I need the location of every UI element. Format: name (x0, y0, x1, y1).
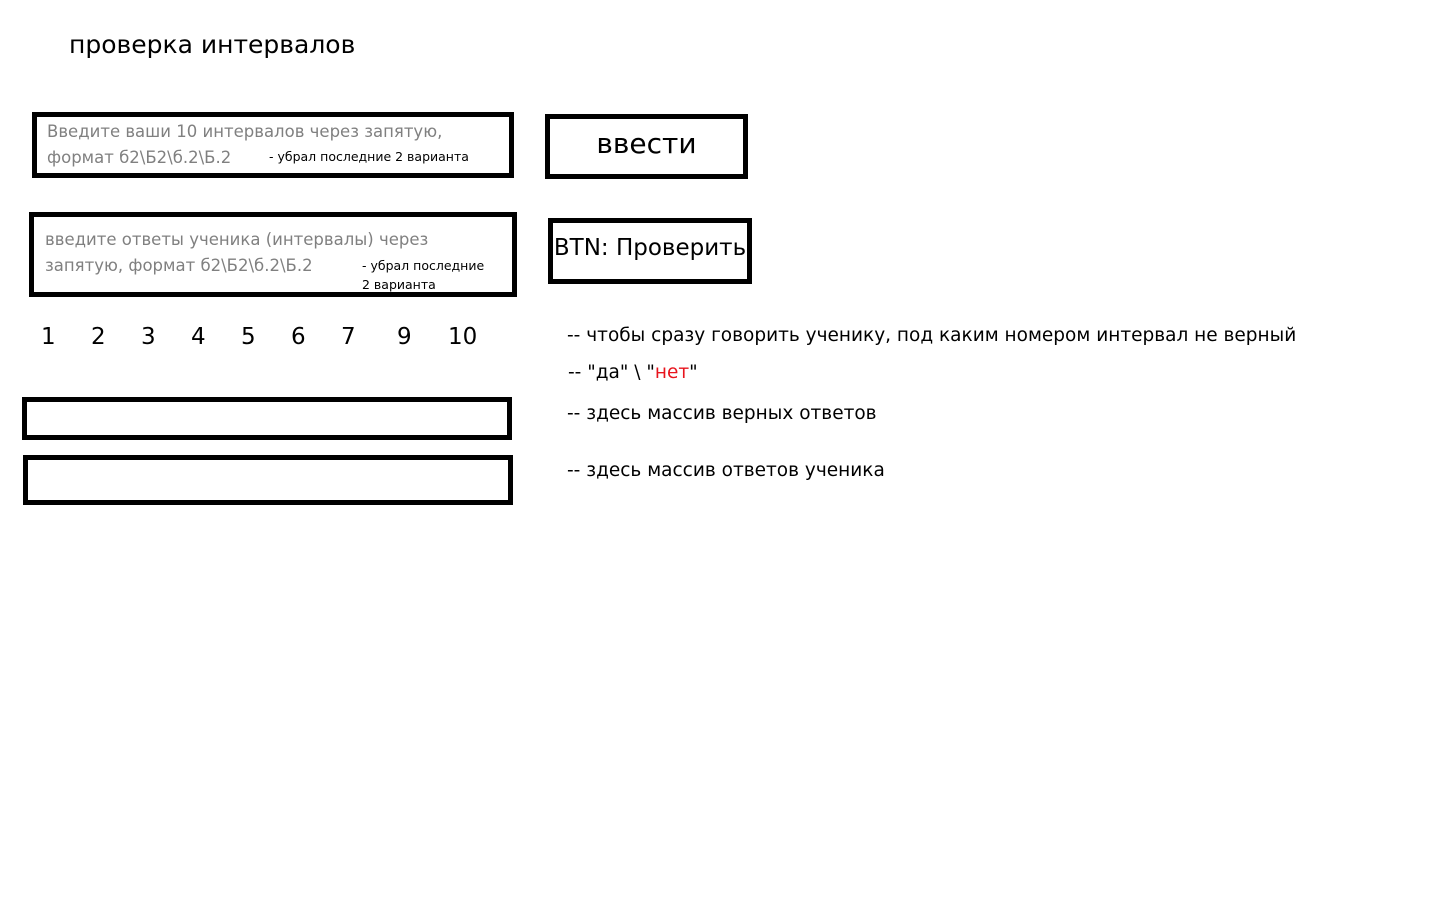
page-title: проверка интервалов (69, 30, 356, 59)
student-answers-note: - убрал последние 2 варианта (362, 258, 485, 292)
student-array-comment: -- здесь массив ответов ученика (567, 460, 885, 481)
no-text: нет (654, 362, 690, 383)
yes-no-comment: -- "да" \ "нет" (568, 362, 698, 383)
student-answers-input[interactable] (29, 212, 517, 297)
intervals-input-placeholder: Введите ваши 10 интервалов через запятую, формат б2\Б2\б.2\Б.2 (47, 122, 443, 167)
correct-array-comment: -- здесь массив верных ответов (567, 403, 877, 424)
interval-number[interactable]: 1 (41, 324, 56, 350)
interval-number[interactable]: 9 (397, 324, 412, 350)
numbers-comment: -- чтобы сразу говорить ученику, под каким номером интервал не верный (567, 325, 1297, 346)
enter-button-label: ввести (596, 127, 697, 160)
interval-number[interactable]: 7 (341, 324, 356, 350)
intervals-input-note: - убрал последние 2 варианта (269, 149, 469, 164)
interval-number[interactable]: 3 (141, 324, 156, 350)
interval-number[interactable]: 2 (91, 324, 106, 350)
check-button-label: BTN: Проверить (553, 235, 747, 261)
correct-answers-array-box (22, 397, 512, 440)
enter-button[interactable] (545, 114, 748, 179)
student-answers-placeholder: введите ответы ученика (интервалы) через запятую, формат б2\Б2\б.2\Б.2 (45, 230, 429, 275)
student-answers-array-box (23, 455, 513, 505)
check-button[interactable] (548, 218, 752, 284)
interval-number[interactable]: 6 (291, 324, 306, 350)
interval-number[interactable]: 4 (191, 324, 206, 350)
interval-number[interactable]: 5 (241, 324, 256, 350)
interval-number[interactable]: 10 (448, 324, 478, 350)
intervals-input[interactable] (32, 112, 514, 178)
